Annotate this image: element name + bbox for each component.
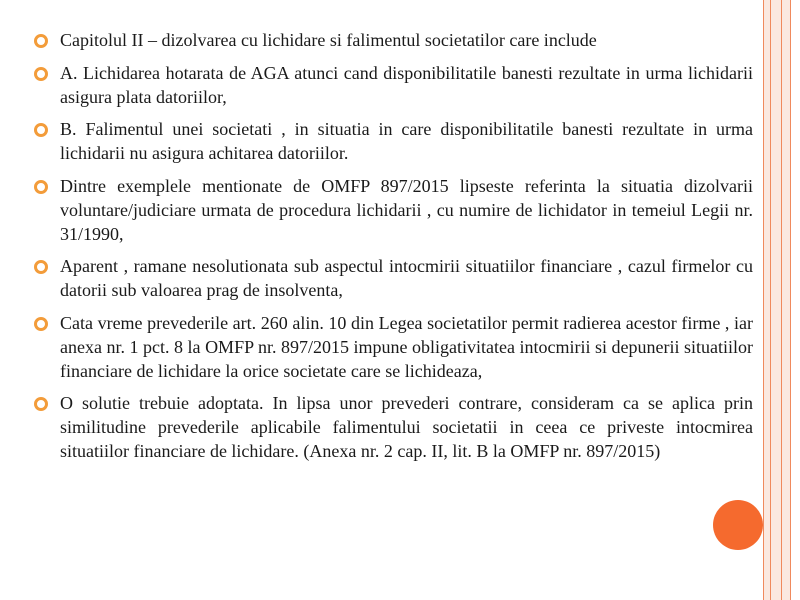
ring-bullet-icon (34, 34, 48, 48)
slide-content (33, 28, 753, 472)
bullet-item (33, 311, 753, 383)
bullet-item (33, 254, 753, 302)
right-decorative-line (790, 0, 791, 600)
bullet-text: A. Lichidarea hotarata de AGA atunci cand disponibilitatile banesti rezultate in urma lichidarii asigura plata datoriilor, (60, 62, 753, 107)
bullet-item (33, 391, 753, 463)
bullet-item (33, 117, 753, 165)
ring-bullet-icon (34, 260, 48, 274)
right-decorative-line (763, 0, 764, 600)
ring-bullet-icon (34, 397, 48, 411)
bullet-list (33, 28, 753, 463)
bullet-text: Cata vreme prevederile art. 260 alin. 10 din Legea societatilor permit radierea acestor firme , iar anexa nr. 1 pct. 8 la OMFP nr. 897/2015 impune obligativitatea intocmirii si depunerii situatiilor financiare de lichidare la orice societate care se lichideaza, (60, 312, 753, 381)
bullet-item (33, 61, 753, 109)
ring-bullet-icon (34, 317, 48, 331)
bullet-text: Aparent , ramane nesolutionata sub aspectul intocmirii situatiilor financiare , cazul firmelor cu datorii sub valoarea prag de insolventa, (60, 256, 753, 300)
right-decorative-line (781, 0, 782, 600)
bullet-item (33, 28, 753, 52)
bullet-item (33, 174, 753, 246)
ring-bullet-icon (34, 180, 48, 194)
right-decorative-line (770, 0, 771, 600)
orange-circle-decoration (713, 500, 763, 550)
bullet-text: B. Falimentul unei societati , in situatia in care disponibilitatile banesti rezultate in urma lichidarii nu asigura achitarea datoriilor. (60, 119, 753, 163)
ring-bullet-icon (34, 67, 48, 81)
ring-bullet-icon (34, 123, 48, 137)
bullet-text: Capitolul II – dizolvarea cu lichidare si falimentul societatilor care include (60, 30, 597, 50)
bullet-text: O solutie trebuie adoptata. In lipsa unor prevederi contrare, consideram ca se aplica prin similitudine prevederile aplicabile falimentului societatii in ceea ce priveste intocmirea situatiilor financiare de lichidare. (Anexa nr. 2 cap. II, lit. B la OMFP nr. 897/2015) (60, 393, 753, 461)
right-decorative-band (763, 0, 791, 600)
bullet-text: Dintre exemplele mentionate de OMFP 897/2015 lipseste referinta la situatia dizolvarii voluntare/judiciare urmata de procedura lichidarii , cu numire de lichidator in temeiul Legii nr. 31/1990, (60, 175, 753, 244)
